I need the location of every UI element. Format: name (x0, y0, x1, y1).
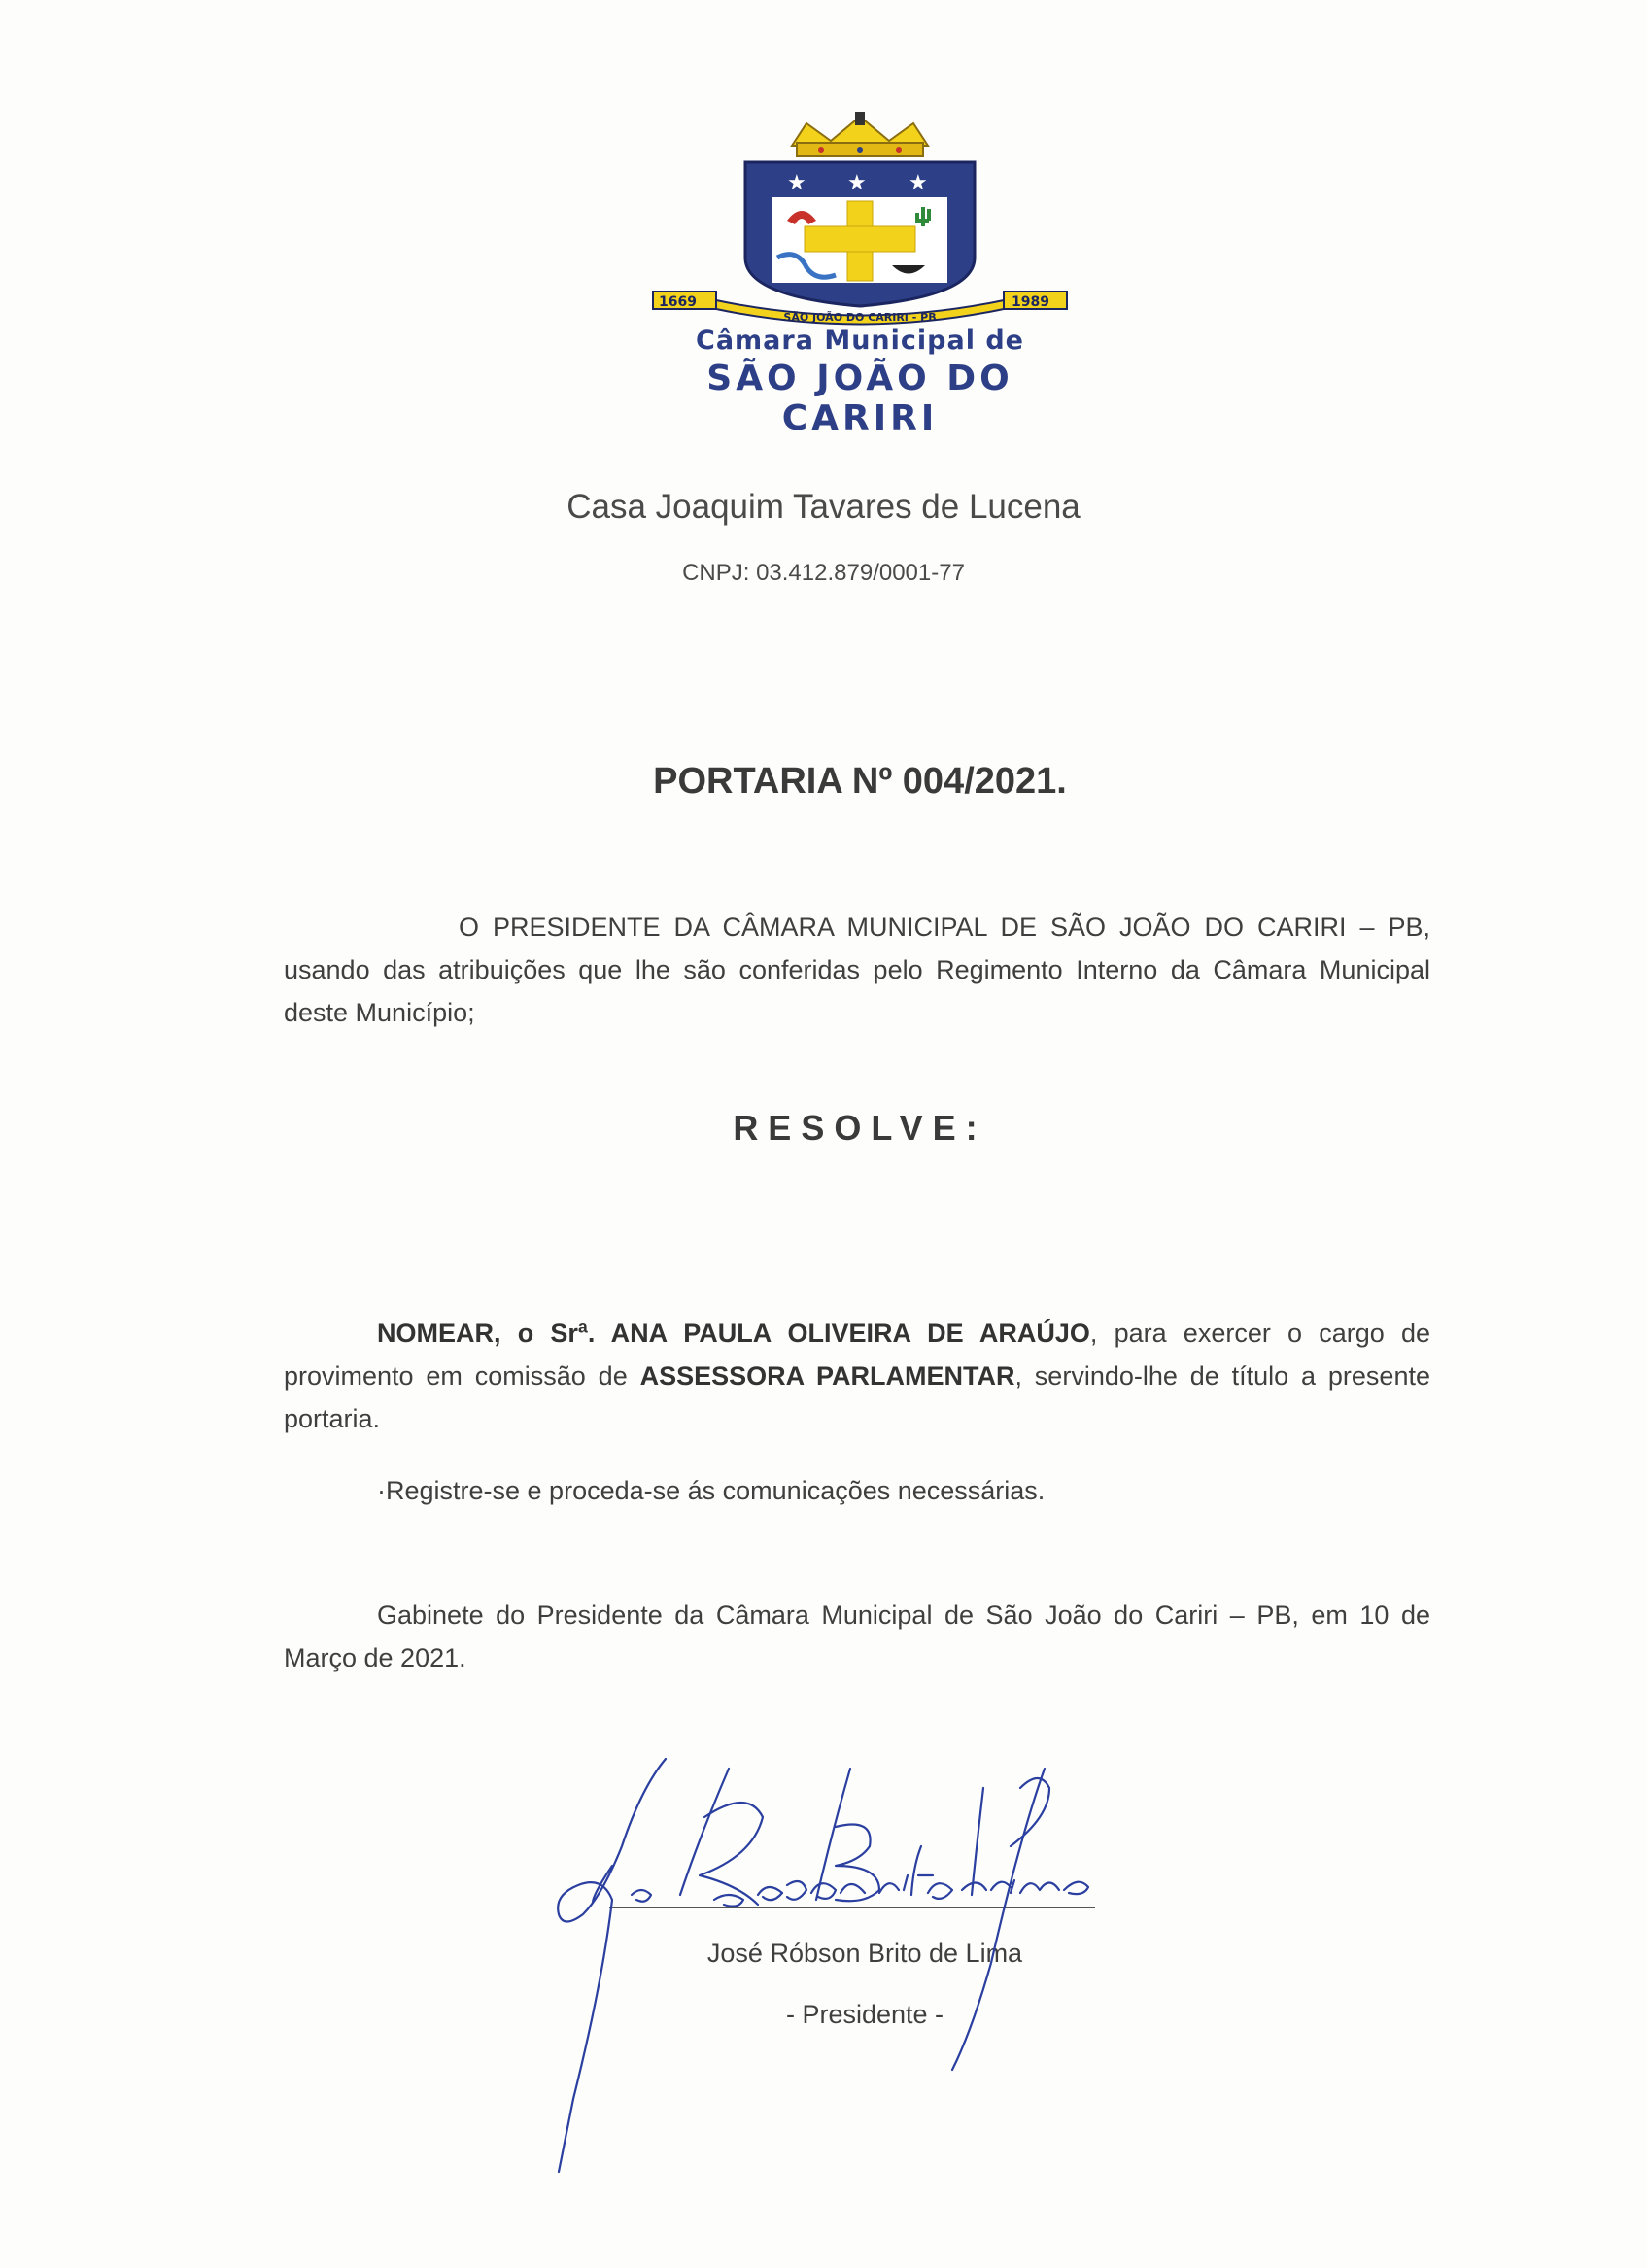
svg-text:SÃO JOÃO DO CARIRI - PB: SÃO JOÃO DO CARIRI - PB (783, 311, 937, 324)
handwritten-signature (505, 1730, 1127, 2196)
chamber-name-line1: Câmara Municipal de (696, 326, 1024, 356)
svg-text:★: ★ (787, 171, 806, 195)
intro-text: O PRESIDENTE DA CÂMARA MUNICIPAL DE SÃO JOÃO DO CARIRI – PB, usando das atribuições que lhe são conferidas pelo Regimento Interno da Câmara Municipal deste Município; (284, 912, 1430, 1027)
chamber-name-line2: SÃO JOÃO DO CARIRI (706, 359, 1013, 438)
cnpj-number: CNPJ: 03.412.879/0001-77 (682, 560, 965, 586)
appointee-name: NOMEAR, o Srª. ANA PAULA OLIVEIRA DE ARAÚJO (377, 1319, 1090, 1348)
svg-text:★: ★ (847, 171, 867, 195)
appointed-role: ASSESSORA PARLAMENTAR (639, 1361, 1015, 1391)
document-title: PORTARIA Nº 004/2021. (653, 761, 1067, 802)
coat-of-arms-logo (641, 112, 1079, 438)
svg-text:1669: 1669 (659, 294, 697, 310)
nomear-paragraph (284, 1312, 1430, 1440)
svg-text:★: ★ (909, 171, 928, 195)
signer-role: - Presidente - (785, 2000, 944, 2029)
nomear-text: , para exercer o cargo de provimento em comissão de (284, 1319, 1430, 1391)
intro-paragraph (284, 906, 1430, 1034)
crown-icon (792, 112, 928, 156)
house-name: Casa Joaquim Tavares de Lucena (566, 488, 1081, 526)
gabinete-paragraph (284, 1594, 1430, 1679)
nomear-tail: , servindo-lhe de título a presente portaria. (284, 1361, 1430, 1433)
gabinete-text: Gabinete do Presidente da Câmara Municipal de São João do Cariri – PB, em 10 de Março de 2021. (284, 1600, 1430, 1672)
resolve-heading: RESOLVE: (733, 1108, 987, 1148)
registre-text: ·Registre-se e proceda-se ás comunicações necessárias. (377, 1476, 1046, 1505)
svg-text:1989: 1989 (1012, 294, 1049, 310)
shield-icon (745, 162, 975, 306)
registre-paragraph (284, 1469, 1430, 1512)
signer-name: José Róbson Brito de Lima (706, 1939, 1023, 1968)
coat-of-arms-emblem (641, 112, 1079, 335)
